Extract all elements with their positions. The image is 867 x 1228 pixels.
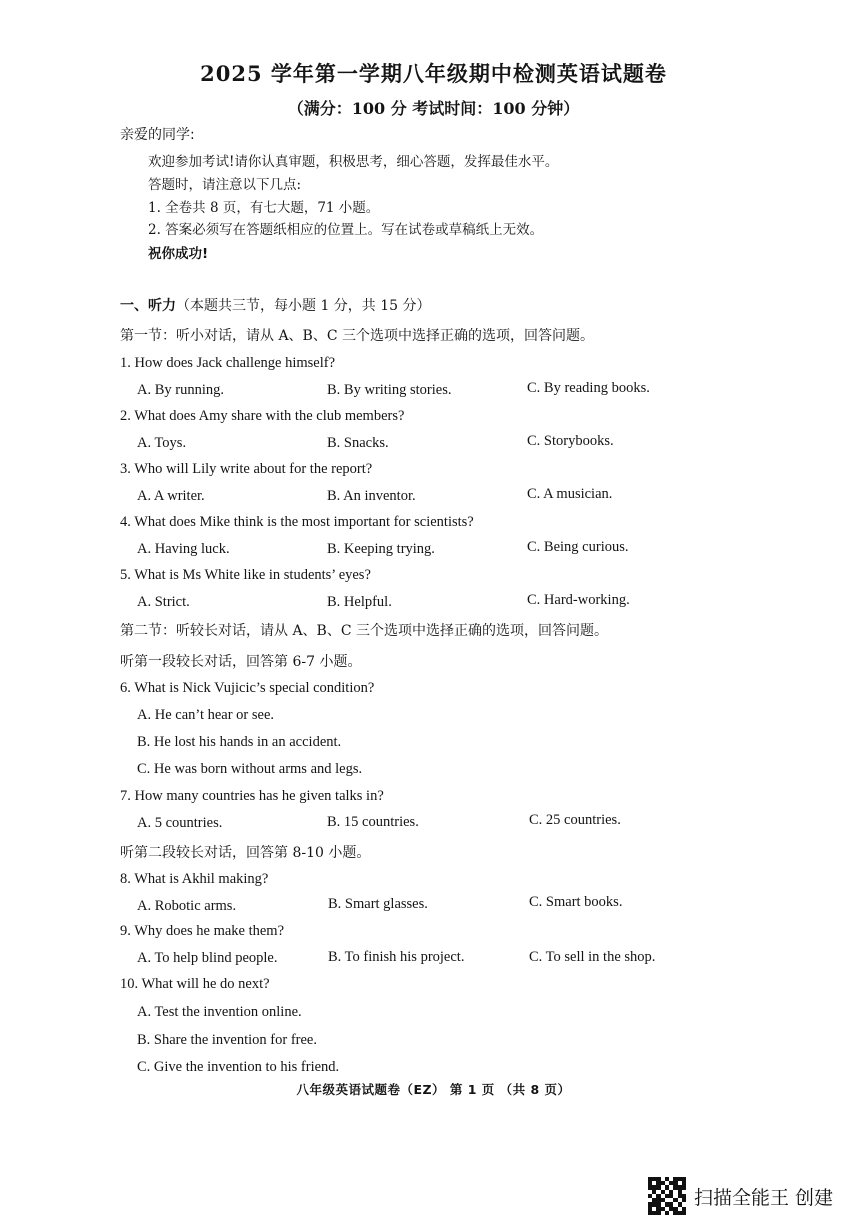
instruction-line: 1. 全卷共 8 页，有七大题，71 小题。 — [148, 200, 380, 216]
question: 2. What does Amy share with the club members? — [120, 408, 405, 424]
option-c: C. To sell in the shop. — [529, 949, 656, 965]
option-c: C. Smart books. — [529, 894, 623, 910]
option-a: A. Having luck. — [137, 541, 230, 557]
option-b: B. Share the invention for free. — [137, 1032, 317, 1048]
greeting: 亲爱的同学: — [120, 127, 195, 143]
part-instruction: 第二节：听较长对话，请从 A、B、C 三个选项中选择正确的选项，回答问题。 — [120, 623, 609, 639]
option-c: C. Give the invention to his friend. — [137, 1059, 340, 1075]
dialog-instruction: 听第二段较长对话，回答第 8-10 小题。 — [120, 845, 371, 861]
page-title: 2025 学年第一学期八年级期中检测英语试题卷 — [200, 61, 667, 86]
option-c: C. Hard-working. — [527, 592, 630, 608]
option-a: A. A writer. — [137, 488, 205, 504]
question: 8. What is Akhil making? — [120, 871, 269, 887]
question: 1. How does Jack challenge himself? — [120, 355, 336, 371]
dialog-instruction: 听第一段较长对话，回答第 6-7 小题。 — [120, 654, 362, 670]
qr-code-icon — [648, 1177, 686, 1215]
option-a: A. By running. — [137, 382, 224, 398]
option-b: B. Keeping trying. — [327, 541, 435, 557]
option-b: B. By writing stories. — [327, 382, 452, 398]
page-footer: 八年级英语试题卷（EZ） 第 1 页 （共 8 页） — [296, 1082, 571, 1097]
question: 3. Who will Lily write about for the report? — [120, 461, 373, 477]
question: 7. How many countries has he given talks in? — [120, 788, 384, 804]
option-c: C. Being curious. — [527, 539, 629, 555]
watermark-text: 扫描全能王 创建 — [694, 1186, 834, 1209]
option-a: A. Test the invention online. — [137, 1004, 302, 1020]
option-a: A. Robotic arms. — [137, 898, 237, 914]
option-b: B. Helpful. — [327, 594, 392, 610]
question: 6. What is Nick Vujicic’s special condition? — [120, 680, 375, 696]
scanner-watermark — [648, 1176, 848, 1216]
question: 5. What is Ms White like in students’ eyes? — [120, 567, 371, 583]
question: 4. What does Mike think is the most important for scientists? — [120, 514, 474, 530]
option-a: A. Strict. — [137, 594, 190, 610]
option-b: B. Smart glasses. — [328, 896, 428, 912]
part-instruction: 第一节：听小对话，请从 A、B、C 三个选项中选择正确的选项，回答问题。 — [120, 328, 595, 344]
section-title: 一、听力 — [120, 298, 176, 314]
section-heading — [120, 295, 431, 315]
closing-line: 祝你成功! — [148, 246, 209, 262]
option-b: B. An inventor. — [327, 488, 416, 504]
option-a: A. To help blind people. — [137, 950, 278, 966]
option-c: C. A musician. — [527, 486, 613, 502]
question: 9. Why does he make them? — [120, 923, 285, 939]
option-c: C. Storybooks. — [527, 433, 614, 449]
option-b: B. He lost his hands in an accident. — [137, 734, 342, 750]
option-a: A. 5 countries. — [137, 815, 223, 831]
section-note: （本题共三节，每小题 1 分，共 15 分） — [176, 298, 431, 314]
option-a: A. He can’t hear or see. — [137, 707, 275, 723]
option-c: C. 25 countries. — [529, 812, 621, 828]
instruction-line: 答题时，请注意以下几点: — [148, 177, 302, 193]
question: 10. What will he do next? — [120, 976, 270, 992]
option-c: C. He was born without arms and legs. — [137, 761, 363, 777]
option-b: B. Snacks. — [327, 435, 389, 451]
option-a: A. Toys. — [137, 435, 187, 451]
instruction-line: 2. 答案必须写在答题纸相应的位置上。写在试卷或草稿纸上无效。 — [148, 222, 544, 238]
instruction-line: 欢迎参加考试!请你认真审题，积极思考，细心答题，发挥最佳水平。 — [148, 154, 559, 170]
page-subtitle: （满分：100 分 考试时间：100 分钟） — [287, 99, 580, 118]
option-c: C. By reading books. — [527, 380, 650, 396]
option-b: B. To finish his project. — [328, 949, 465, 965]
option-b: B. 15 countries. — [327, 814, 419, 830]
